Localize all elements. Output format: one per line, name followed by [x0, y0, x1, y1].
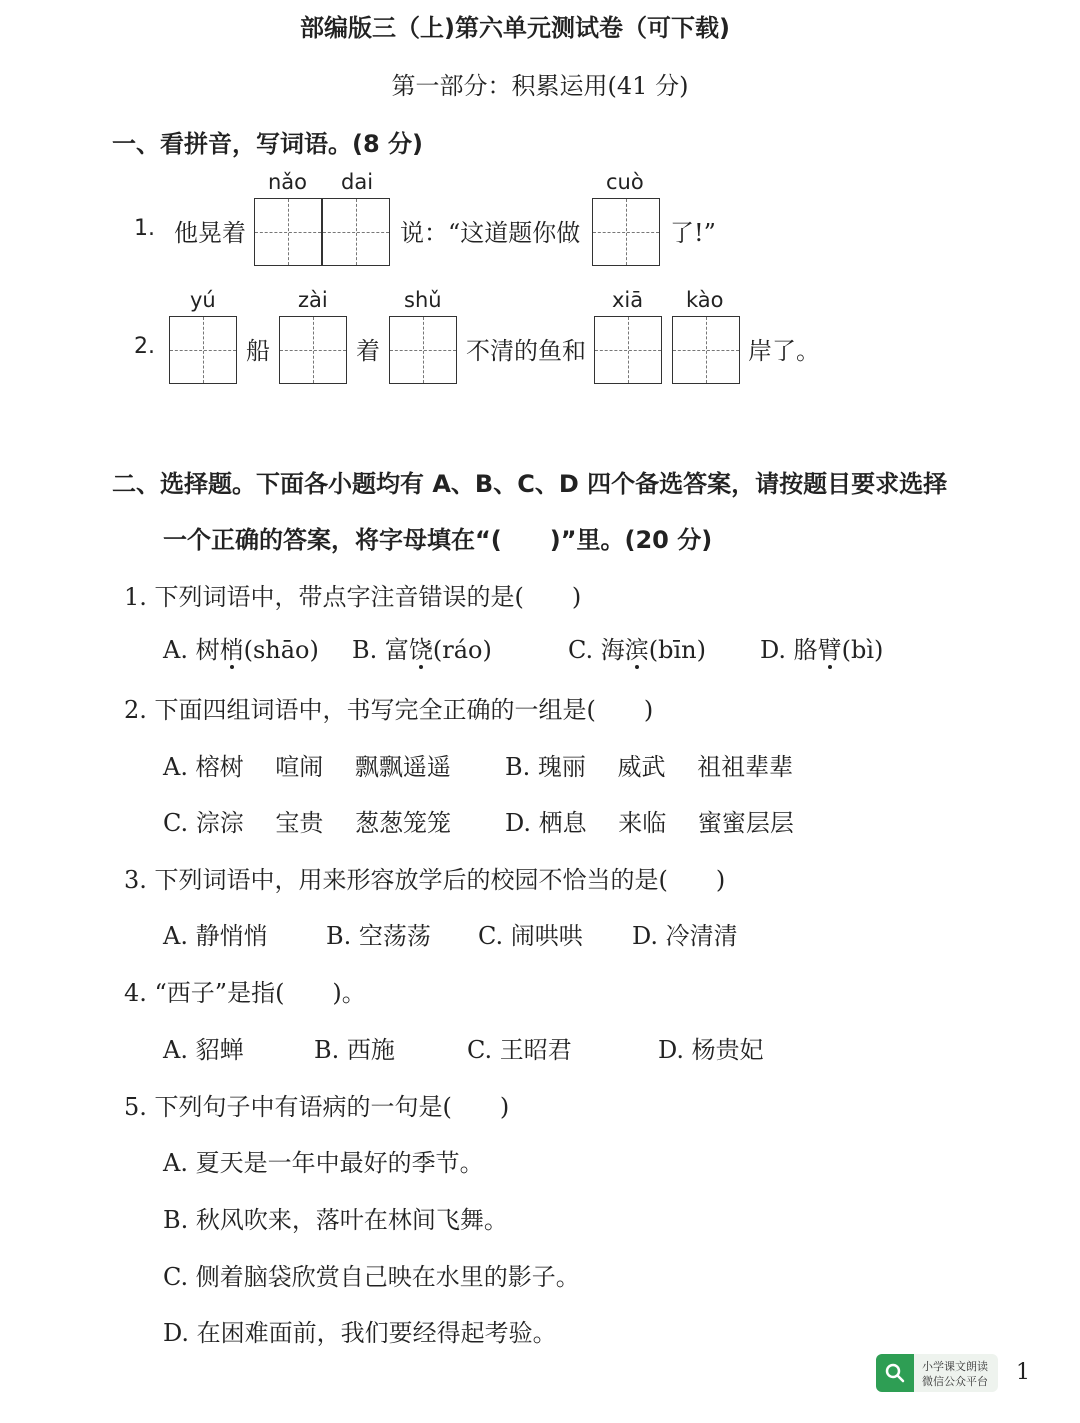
mc-q5-option-d: D. 在困难面前，我们要经得起考验。	[163, 1319, 557, 1347]
mc-q1-option-d: D. 胳臂(bì)	[760, 630, 883, 665]
mc-q4-stem: 4. “西子”是指( )。	[124, 979, 366, 1007]
mc-q3-option-d: D. 冷清清	[632, 922, 738, 950]
badge-line2: 微信公众平台	[922, 1375, 988, 1388]
q1-number: 1.	[134, 216, 155, 241]
q2-text-b: 着	[356, 337, 380, 365]
mc-q3-option-b: B. 空荡荡	[326, 922, 431, 950]
q2-answer-box-2[interactable]	[279, 316, 347, 384]
q1-pinyin-1: nǎo	[268, 170, 308, 194]
mc-q1-option-c: C. 海滨(bīn)	[568, 630, 706, 665]
mc-q5-option-b: B. 秋风吹来，落叶在林间飞舞。	[163, 1206, 508, 1234]
q1-text-a: 他晃着	[174, 219, 246, 247]
q1-pinyin-3: cuò	[606, 170, 644, 194]
mc-q2-option-a: A. 榕树 喧闹 飘飘遥遥	[163, 753, 451, 781]
mc-q4-option-a: A. 貂蝉	[163, 1036, 244, 1064]
mc-q2-option-b: B. 瑰丽 威武 祖祖辈辈	[505, 753, 794, 781]
search-icon	[876, 1354, 914, 1392]
section2-heading-line1: 二、选择题。下面各小题均有 A、B、C、D 四个备选答案，请按题目要求选择	[112, 470, 948, 498]
q2-answer-box-4[interactable]	[594, 316, 662, 384]
q1-answer-box-2[interactable]	[322, 198, 390, 266]
mc-q5-stem: 5. 下列句子中有语病的一句是( )	[124, 1093, 510, 1121]
q2-number: 2.	[134, 334, 155, 359]
mc-q5-option-a: A. 夏天是一年中最好的季节。	[163, 1149, 484, 1177]
mc-q3-stem: 3. 下列词语中，用来形容放学后的校园不恰当的是( )	[124, 866, 726, 894]
mc-q1-option-a: A. 树梢(shāo)	[163, 630, 319, 665]
mc-q4-option-d: D. 杨贵妃	[658, 1036, 764, 1064]
q2-answer-box-3[interactable]	[389, 316, 457, 384]
q2-answer-box-1[interactable]	[169, 316, 237, 384]
badge-line1: 小学课文朗读	[922, 1360, 988, 1373]
q2-pinyin-3: shǔ	[404, 288, 442, 312]
q1-answer-box-3[interactable]	[592, 198, 660, 266]
q2-pinyin-1: yú	[190, 288, 216, 312]
page-number: 1	[1016, 1360, 1030, 1385]
q2-pinyin-4: xiā	[612, 288, 644, 312]
q2-text-a: 船	[246, 337, 270, 365]
part-subtitle: 第一部分：积累运用(41 分)	[391, 72, 689, 100]
mc-q5-option-c: C. 侧着脑袋欣赏自己映在水里的影子。	[163, 1263, 580, 1291]
mc-q2-option-c: C. 淙淙 宝贵 葱葱笼笼	[163, 809, 452, 837]
mc-q3-option-a: A. 静悄悄	[163, 922, 268, 950]
mc-q4-option-c: C. 王昭君	[467, 1036, 572, 1064]
section2-heading-line2: 一个正确的答案，将字母填在“( )”里。(20 分)	[163, 526, 713, 554]
wechat-badge[interactable]	[876, 1354, 998, 1392]
mc-q1-stem: 1. 下列词语中，带点字注音错误的是( )	[124, 583, 582, 611]
mc-q2-option-d: D. 栖息 来临 蜜蜜层层	[505, 809, 794, 837]
q2-text-d: 岸了。	[748, 337, 820, 365]
mc-q2-stem: 2. 下面四组词语中，书写完全正确的一组是( )	[124, 696, 654, 724]
page-title: 部编版三（上)第六单元测试卷（可下载)	[300, 14, 730, 42]
q1-pinyin-2: dai	[341, 170, 374, 194]
q1-text-b: 说：“这道题你做	[400, 219, 581, 247]
q2-pinyin-2: zài	[298, 288, 328, 312]
section1-heading: 一、看拼音，写词语。(8 分)	[112, 130, 423, 158]
q1-answer-box-1[interactable]	[254, 198, 322, 266]
q1-text-c: 了!”	[670, 219, 716, 247]
mc-q3-option-c: C. 闹哄哄	[478, 922, 583, 950]
mc-q4-option-b: B. 西施	[314, 1036, 395, 1064]
mc-q1-option-b: B. 富饶(ráo)	[352, 630, 492, 665]
q2-text-c: 不清的鱼和	[466, 337, 586, 365]
q2-pinyin-5: kào	[686, 288, 724, 312]
q2-answer-box-5[interactable]	[672, 316, 740, 384]
